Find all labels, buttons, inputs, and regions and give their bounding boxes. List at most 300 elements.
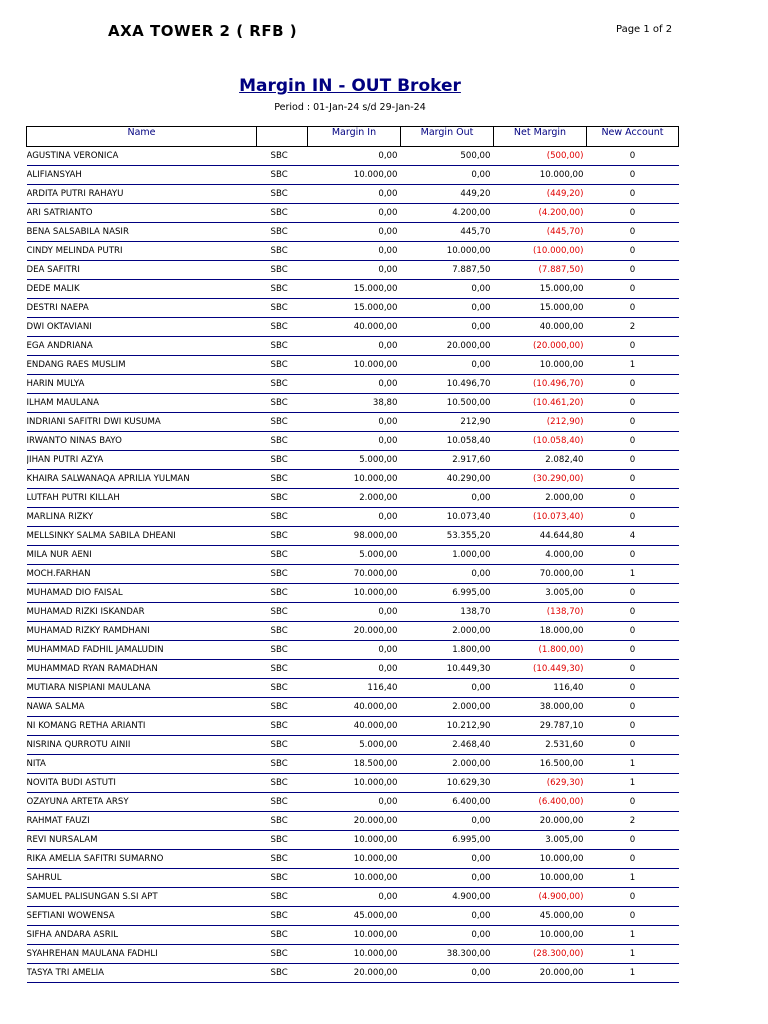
cell-margin-out: 10.000,00 <box>401 242 494 261</box>
cell-margin-in: 10.000,00 <box>308 774 401 793</box>
cell-net-margin: (10.000,00) <box>494 242 587 261</box>
cell-net-margin: 44.644,80 <box>494 527 587 546</box>
table-row <box>27 812 679 831</box>
cell-margin-in: 0,00 <box>308 603 401 622</box>
column-header-net-margin: Net Margin <box>494 127 587 147</box>
cell-new-account: 0 <box>587 717 679 736</box>
cell-name: DWI OKTAVIANI <box>27 318 257 337</box>
cell-margin-out: 0,00 <box>401 679 494 698</box>
cell-net-margin: (449,20) <box>494 185 587 204</box>
cell-margin-in: 40.000,00 <box>308 717 401 736</box>
cell-net-margin: 29.787,10 <box>494 717 587 736</box>
cell-new-account: 0 <box>587 736 679 755</box>
table-row <box>27 489 679 508</box>
cell-broker: SBC <box>257 774 308 793</box>
cell-margin-out: 7.887,50 <box>401 261 494 280</box>
cell-margin-in: 0,00 <box>308 641 401 660</box>
cell-broker: SBC <box>257 432 308 451</box>
cell-broker: SBC <box>257 375 308 394</box>
cell-margin-in: 20.000,00 <box>308 622 401 641</box>
cell-broker: SBC <box>257 546 308 565</box>
cell-net-margin: (4.900,00) <box>494 888 587 907</box>
cell-net-margin: 3.005,00 <box>494 584 587 603</box>
cell-margin-in: 5.000,00 <box>308 736 401 755</box>
cell-name: OZAYUNA ARTETA ARSY <box>27 793 257 812</box>
cell-net-margin: 10.000,00 <box>494 356 587 375</box>
cell-margin-out: 6.995,00 <box>401 584 494 603</box>
table-row <box>27 261 679 280</box>
table-row <box>27 242 679 261</box>
cell-name: MUTIARA NISPIANI MAULANA <box>27 679 257 698</box>
cell-margin-in: 10.000,00 <box>308 470 401 489</box>
cell-name: MILA NUR AENI <box>27 546 257 565</box>
cell-broker: SBC <box>257 147 308 166</box>
column-header-margin-out: Margin Out <box>401 127 494 147</box>
cell-broker: SBC <box>257 451 308 470</box>
table-row <box>27 394 679 413</box>
cell-margin-in: 0,00 <box>308 660 401 679</box>
table-row <box>27 831 679 850</box>
cell-broker: SBC <box>257 527 308 546</box>
cell-new-account: 0 <box>587 546 679 565</box>
cell-margin-out: 0,00 <box>401 166 494 185</box>
cell-broker: SBC <box>257 470 308 489</box>
table-row <box>27 413 679 432</box>
cell-margin-out: 10.496,70 <box>401 375 494 394</box>
cell-net-margin: 2.000,00 <box>494 489 587 508</box>
cell-broker: SBC <box>257 945 308 964</box>
cell-name: RIKA AMELIA SAFITRI SUMARNO <box>27 850 257 869</box>
cell-margin-out: 2.917,60 <box>401 451 494 470</box>
cell-new-account: 1 <box>587 926 679 945</box>
cell-margin-in: 0,00 <box>308 793 401 812</box>
cell-name: KHAIRA SALWANAQA APRILIA YULMAN <box>27 470 257 489</box>
cell-new-account: 0 <box>587 850 679 869</box>
cell-net-margin: (7.887,50) <box>494 261 587 280</box>
table-row <box>27 641 679 660</box>
table-row <box>27 356 679 375</box>
cell-new-account: 0 <box>587 299 679 318</box>
cell-net-margin: (20.000,00) <box>494 337 587 356</box>
cell-margin-out: 0,00 <box>401 812 494 831</box>
margin-table <box>26 126 679 983</box>
cell-broker: SBC <box>257 736 308 755</box>
cell-net-margin: 116,40 <box>494 679 587 698</box>
cell-new-account: 0 <box>587 888 679 907</box>
cell-name: MUHAMMAD RYAN RAMADHAN <box>27 660 257 679</box>
cell-new-account: 0 <box>587 831 679 850</box>
cell-new-account: 0 <box>587 204 679 223</box>
table-row <box>27 185 679 204</box>
cell-name: NI KOMANG RETHA ARIANTI <box>27 717 257 736</box>
cell-net-margin: (10.449,30) <box>494 660 587 679</box>
cell-broker: SBC <box>257 850 308 869</box>
cell-margin-out: 0,00 <box>401 318 494 337</box>
cell-margin-in: 0,00 <box>308 261 401 280</box>
cell-margin-out: 138,70 <box>401 603 494 622</box>
cell-broker: SBC <box>257 565 308 584</box>
table-row <box>27 223 679 242</box>
cell-net-margin: 2.082,40 <box>494 451 587 470</box>
cell-margin-out: 2.000,00 <box>401 698 494 717</box>
cell-name: MUHAMAD RIZKI ISKANDAR <box>27 603 257 622</box>
cell-margin-in: 116,40 <box>308 679 401 698</box>
cell-name: MARLINA RIZKY <box>27 508 257 527</box>
cell-net-margin: (445,70) <box>494 223 587 242</box>
cell-margin-in: 40.000,00 <box>308 698 401 717</box>
cell-new-account: 4 <box>587 527 679 546</box>
cell-name: TASYA TRI AMELIA <box>27 964 257 983</box>
cell-margin-out: 10.073,40 <box>401 508 494 527</box>
table-row <box>27 584 679 603</box>
cell-margin-in: 5.000,00 <box>308 451 401 470</box>
table-row <box>27 337 679 356</box>
cell-margin-in: 10.000,00 <box>308 926 401 945</box>
table-row <box>27 318 679 337</box>
cell-margin-out: 53.355,20 <box>401 527 494 546</box>
table-row <box>27 926 679 945</box>
table-row <box>27 166 679 185</box>
cell-net-margin: 20.000,00 <box>494 812 587 831</box>
cell-new-account: 0 <box>587 584 679 603</box>
cell-net-margin: 18.000,00 <box>494 622 587 641</box>
cell-new-account: 0 <box>587 242 679 261</box>
cell-broker: SBC <box>257 280 308 299</box>
cell-margin-in: 10.000,00 <box>308 850 401 869</box>
cell-broker: SBC <box>257 223 308 242</box>
cell-new-account: 0 <box>587 660 679 679</box>
cell-name: MELLSINKY SALMA SABILA DHEANI <box>27 527 257 546</box>
table-row <box>27 793 679 812</box>
table-row <box>27 679 679 698</box>
cell-name: HARIN MULYA <box>27 375 257 394</box>
table-row <box>27 869 679 888</box>
cell-name: JIHAN PUTRI AZYA <box>27 451 257 470</box>
cell-new-account: 0 <box>587 432 679 451</box>
cell-margin-out: 6.995,00 <box>401 831 494 850</box>
cell-net-margin: (1.800,00) <box>494 641 587 660</box>
cell-broker: SBC <box>257 641 308 660</box>
cell-broker: SBC <box>257 185 308 204</box>
cell-name: ALIFIANSYAH <box>27 166 257 185</box>
cell-margin-out: 0,00 <box>401 356 494 375</box>
cell-new-account: 0 <box>587 337 679 356</box>
cell-margin-in: 70.000,00 <box>308 565 401 584</box>
cell-new-account: 2 <box>587 812 679 831</box>
cell-new-account: 0 <box>587 261 679 280</box>
table-row <box>27 850 679 869</box>
cell-net-margin: 16.500,00 <box>494 755 587 774</box>
cell-margin-in: 10.000,00 <box>308 869 401 888</box>
table-row <box>27 660 679 679</box>
cell-margin-in: 15.000,00 <box>308 280 401 299</box>
cell-broker: SBC <box>257 831 308 850</box>
cell-margin-in: 15.000,00 <box>308 299 401 318</box>
cell-name: DESTRI NAEPA <box>27 299 257 318</box>
cell-broker: SBC <box>257 698 308 717</box>
cell-name: IRWANTO NINAS BAYO <box>27 432 257 451</box>
cell-broker: SBC <box>257 888 308 907</box>
cell-broker: SBC <box>257 394 308 413</box>
cell-new-account: 0 <box>587 375 679 394</box>
cell-name: CINDY MELINDA PUTRI <box>27 242 257 261</box>
cell-margin-out: 2.000,00 <box>401 755 494 774</box>
cell-margin-out: 10.629,30 <box>401 774 494 793</box>
cell-new-account: 0 <box>587 603 679 622</box>
cell-margin-out: 10.500,00 <box>401 394 494 413</box>
cell-margin-in: 2.000,00 <box>308 489 401 508</box>
cell-margin-in: 0,00 <box>308 185 401 204</box>
table-row <box>27 204 679 223</box>
cell-name: AGUSTINA VERONICA <box>27 147 257 166</box>
cell-net-margin: 15.000,00 <box>494 280 587 299</box>
cell-net-margin: 10.000,00 <box>494 166 587 185</box>
cell-margin-out: 2.468,40 <box>401 736 494 755</box>
cell-net-margin: (212,90) <box>494 413 587 432</box>
cell-name: RAHMAT FAUZI <box>27 812 257 831</box>
cell-name: SAMUEL PALISUNGAN S.SI APT <box>27 888 257 907</box>
cell-net-margin: 10.000,00 <box>494 926 587 945</box>
cell-margin-in: 10.000,00 <box>308 831 401 850</box>
cell-margin-out: 4.900,00 <box>401 888 494 907</box>
cell-name: ILHAM MAULANA <box>27 394 257 413</box>
cell-margin-in: 20.000,00 <box>308 964 401 983</box>
cell-new-account: 0 <box>587 641 679 660</box>
cell-new-account: 0 <box>587 470 679 489</box>
cell-margin-out: 2.000,00 <box>401 622 494 641</box>
cell-broker: SBC <box>257 679 308 698</box>
table-row <box>27 375 679 394</box>
cell-new-account: 0 <box>587 489 679 508</box>
cell-name: SYAHREHAN MAULANA FADHLI <box>27 945 257 964</box>
cell-margin-in: 10.000,00 <box>308 166 401 185</box>
cell-margin-in: 40.000,00 <box>308 318 401 337</box>
cell-net-margin: 10.000,00 <box>494 850 587 869</box>
cell-margin-out: 449,20 <box>401 185 494 204</box>
table-row <box>27 698 679 717</box>
cell-broker: SBC <box>257 584 308 603</box>
cell-net-margin: 10.000,00 <box>494 869 587 888</box>
table-row <box>27 774 679 793</box>
cell-new-account: 0 <box>587 223 679 242</box>
cell-net-margin: (138,70) <box>494 603 587 622</box>
cell-new-account: 0 <box>587 907 679 926</box>
cell-new-account: 0 <box>587 147 679 166</box>
cell-broker: SBC <box>257 166 308 185</box>
table-row <box>27 717 679 736</box>
cell-new-account: 1 <box>587 774 679 793</box>
cell-name: LUTFAH PUTRI KILLAH <box>27 489 257 508</box>
cell-margin-in: 0,00 <box>308 375 401 394</box>
cell-name: DEA SAFITRI <box>27 261 257 280</box>
cell-broker: SBC <box>257 926 308 945</box>
cell-broker: SBC <box>257 204 308 223</box>
cell-margin-in: 45.000,00 <box>308 907 401 926</box>
cell-margin-out: 40.290,00 <box>401 470 494 489</box>
table-row <box>27 907 679 926</box>
cell-net-margin: (6.400,00) <box>494 793 587 812</box>
cell-net-margin: (10.496,70) <box>494 375 587 394</box>
table-row <box>27 736 679 755</box>
cell-margin-in: 0,00 <box>308 242 401 261</box>
cell-new-account: 1 <box>587 356 679 375</box>
cell-new-account: 0 <box>587 166 679 185</box>
cell-net-margin: (28.300,00) <box>494 945 587 964</box>
table-row <box>27 964 679 983</box>
cell-margin-out: 500,00 <box>401 147 494 166</box>
cell-broker: SBC <box>257 622 308 641</box>
cell-new-account: 0 <box>587 451 679 470</box>
table-body <box>27 147 679 983</box>
cell-margin-out: 212,90 <box>401 413 494 432</box>
cell-broker: SBC <box>257 660 308 679</box>
cell-margin-in: 0,00 <box>308 147 401 166</box>
cell-net-margin: 4.000,00 <box>494 546 587 565</box>
cell-new-account: 1 <box>587 565 679 584</box>
cell-net-margin: 38.000,00 <box>494 698 587 717</box>
cell-broker: SBC <box>257 261 308 280</box>
cell-margin-in: 0,00 <box>308 337 401 356</box>
cell-margin-in: 0,00 <box>308 432 401 451</box>
cell-new-account: 1 <box>587 755 679 774</box>
table-row <box>27 945 679 964</box>
cell-broker: SBC <box>257 318 308 337</box>
cell-broker: SBC <box>257 964 308 983</box>
cell-net-margin: 3.005,00 <box>494 831 587 850</box>
table-row <box>27 888 679 907</box>
cell-new-account: 0 <box>587 622 679 641</box>
cell-margin-out: 38.300,00 <box>401 945 494 964</box>
cell-name: ENDANG RAES MUSLIM <box>27 356 257 375</box>
cell-name: BENA SALSABILA NASIR <box>27 223 257 242</box>
cell-margin-in: 38,80 <box>308 394 401 413</box>
cell-new-account: 0 <box>587 185 679 204</box>
cell-broker: SBC <box>257 793 308 812</box>
cell-net-margin: (500,00) <box>494 147 587 166</box>
cell-broker: SBC <box>257 337 308 356</box>
cell-new-account: 0 <box>587 508 679 527</box>
cell-margin-out: 0,00 <box>401 565 494 584</box>
table-row <box>27 565 679 584</box>
cell-margin-out: 0,00 <box>401 489 494 508</box>
column-header-name: Name <box>27 127 257 147</box>
cell-name: ARDITA PUTRI RAHAYU <box>27 185 257 204</box>
table-row <box>27 451 679 470</box>
table-row <box>27 546 679 565</box>
cell-new-account: 0 <box>587 394 679 413</box>
cell-new-account: 0 <box>587 698 679 717</box>
column-header-margin-in: Margin In <box>308 127 401 147</box>
cell-net-margin: (10.461,20) <box>494 394 587 413</box>
cell-margin-out: 1.800,00 <box>401 641 494 660</box>
cell-new-account: 0 <box>587 413 679 432</box>
cell-broker: SBC <box>257 755 308 774</box>
cell-name: NOVITA BUDI ASTUTI <box>27 774 257 793</box>
table-row <box>27 527 679 546</box>
cell-margin-in: 0,00 <box>308 888 401 907</box>
cell-margin-out: 445,70 <box>401 223 494 242</box>
cell-name: MUHAMAD RIZKY RAMDHANI <box>27 622 257 641</box>
cell-new-account: 0 <box>587 280 679 299</box>
cell-broker: SBC <box>257 242 308 261</box>
table-row <box>27 432 679 451</box>
cell-name: MUHAMMAD FADHIL JAMALUDIN <box>27 641 257 660</box>
cell-margin-out: 0,00 <box>401 964 494 983</box>
cell-new-account: 1 <box>587 869 679 888</box>
cell-margin-out: 10.058,40 <box>401 432 494 451</box>
table-row <box>27 470 679 489</box>
cell-margin-out: 0,00 <box>401 850 494 869</box>
column-header-broker <box>257 127 308 147</box>
cell-margin-out: 1.000,00 <box>401 546 494 565</box>
table-row <box>27 280 679 299</box>
cell-name: DEDE MALIK <box>27 280 257 299</box>
cell-broker: SBC <box>257 603 308 622</box>
cell-margin-out: 4.200,00 <box>401 204 494 223</box>
cell-net-margin: 2.531,60 <box>494 736 587 755</box>
cell-new-account: 1 <box>587 964 679 983</box>
cell-broker: SBC <box>257 907 308 926</box>
cell-new-account: 0 <box>587 679 679 698</box>
table-row <box>27 603 679 622</box>
cell-name: NISRINA QURROTU AINII <box>27 736 257 755</box>
cell-name: SIFHA ANDARA ASRIL <box>27 926 257 945</box>
cell-net-margin: (10.073,40) <box>494 508 587 527</box>
company-name: AXA TOWER 2 ( RFB ) <box>108 22 298 40</box>
cell-margin-out: 10.212,90 <box>401 717 494 736</box>
cell-name: MUHAMAD DIO FAISAL <box>27 584 257 603</box>
cell-net-margin: (10.058,40) <box>494 432 587 451</box>
report-period: Period : 01-Jan-24 s/d 29-Jan-24 <box>274 102 426 113</box>
cell-margin-out: 0,00 <box>401 907 494 926</box>
cell-name: EGA ANDRIANA <box>27 337 257 356</box>
cell-net-margin: 20.000,00 <box>494 964 587 983</box>
cell-name: ARI SATRIANTO <box>27 204 257 223</box>
cell-broker: SBC <box>257 356 308 375</box>
cell-name: INDRIANI SAFITRI DWI KUSUMA <box>27 413 257 432</box>
cell-broker: SBC <box>257 717 308 736</box>
cell-margin-in: 10.000,00 <box>308 356 401 375</box>
cell-broker: SBC <box>257 489 308 508</box>
cell-net-margin: 45.000,00 <box>494 907 587 926</box>
cell-new-account: 1 <box>587 945 679 964</box>
cell-margin-out: 6.400,00 <box>401 793 494 812</box>
column-header-new-account: New Account <box>587 127 679 147</box>
cell-margin-in: 98.000,00 <box>308 527 401 546</box>
cell-net-margin: (629,30) <box>494 774 587 793</box>
cell-margin-out: 10.449,30 <box>401 660 494 679</box>
cell-broker: SBC <box>257 413 308 432</box>
cell-net-margin: 70.000,00 <box>494 565 587 584</box>
cell-margin-out: 20.000,00 <box>401 337 494 356</box>
table-row <box>27 147 679 166</box>
cell-margin-out: 0,00 <box>401 299 494 318</box>
cell-margin-in: 0,00 <box>308 204 401 223</box>
page-number: Page 1 of 2 <box>616 24 673 35</box>
table-row <box>27 755 679 774</box>
cell-margin-in: 0,00 <box>308 413 401 432</box>
table-row <box>27 622 679 641</box>
cell-new-account: 0 <box>587 793 679 812</box>
cell-broker: SBC <box>257 508 308 527</box>
cell-name: NITA <box>27 755 257 774</box>
cell-net-margin: 15.000,00 <box>494 299 587 318</box>
cell-margin-in: 10.000,00 <box>308 945 401 964</box>
report-title: Margin IN - OUT Broker <box>239 76 461 96</box>
cell-margin-in: 0,00 <box>308 223 401 242</box>
cell-name: SAHRUL <box>27 869 257 888</box>
cell-new-account: 2 <box>587 318 679 337</box>
